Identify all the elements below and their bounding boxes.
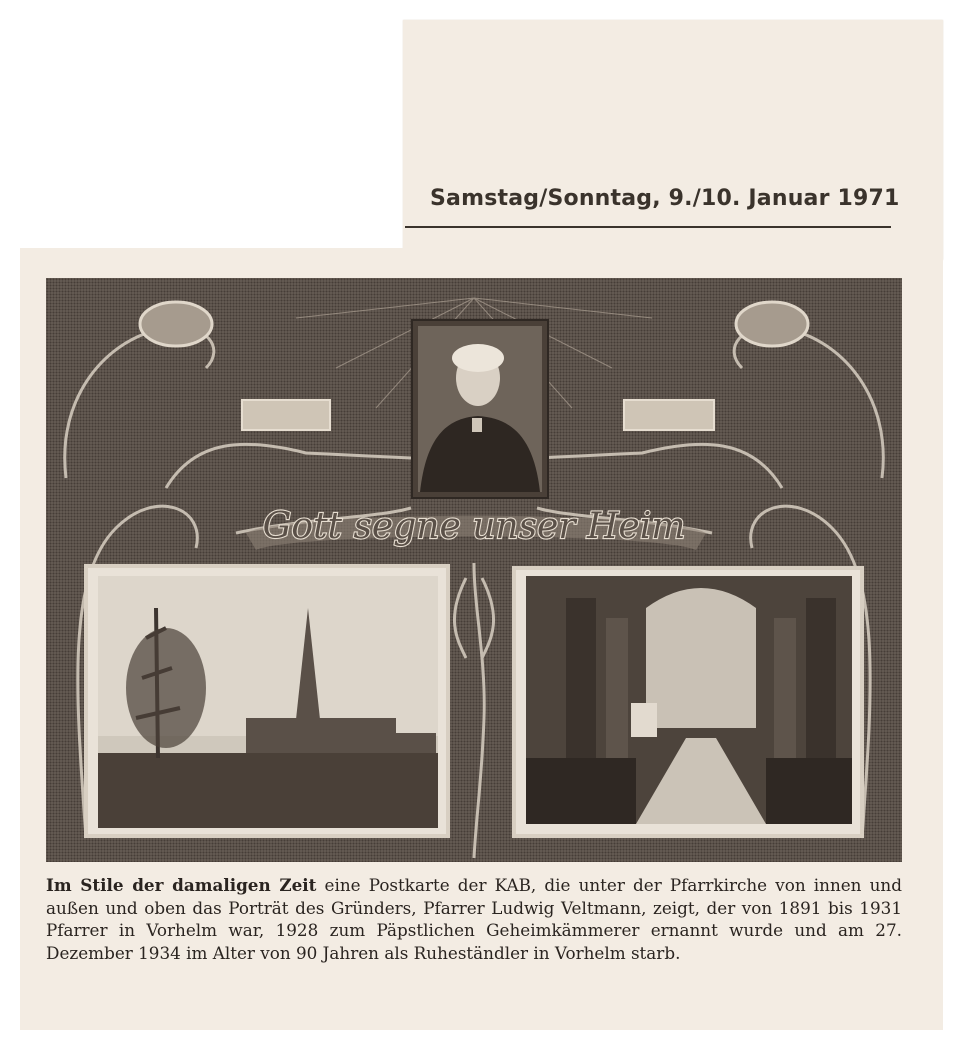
photo-caption [46, 874, 902, 964]
left-plaque [242, 400, 330, 430]
founder-portrait [412, 320, 548, 498]
church-interior-panel [514, 568, 862, 836]
top-right-medallion [736, 302, 808, 346]
caption-lead: Im Stile der damaligen Zeit [46, 875, 317, 895]
motto-text: Gott segne unser Heim [262, 506, 686, 547]
date-header-strip [403, 20, 943, 260]
caption-body: eine Postkarte der KAB, die unter der Pfarrkirche von innen und außen und oben das Porträt des Gründers, Pfarrer Ludwig Veltmann, zeigt, der von 1891 bis 1931 Pfarrer in Vorhelm war, 1928 zum Päpstlichen Geheimkämmerer ernannt wurde und am 27. Dezember 1934 im Alter von 90 Jahren als Ruheständler in Vorhelm starb. [46, 875, 902, 963]
church-exterior-panel [86, 566, 448, 836]
postcard-illustration [46, 278, 902, 862]
right-plaque [624, 400, 714, 430]
publication-date: Samstag/Sonntag, 9./10. Januar 1971 [430, 186, 900, 211]
top-left-medallion [140, 302, 212, 346]
postcard-image [46, 278, 902, 862]
date-underline [405, 226, 891, 228]
